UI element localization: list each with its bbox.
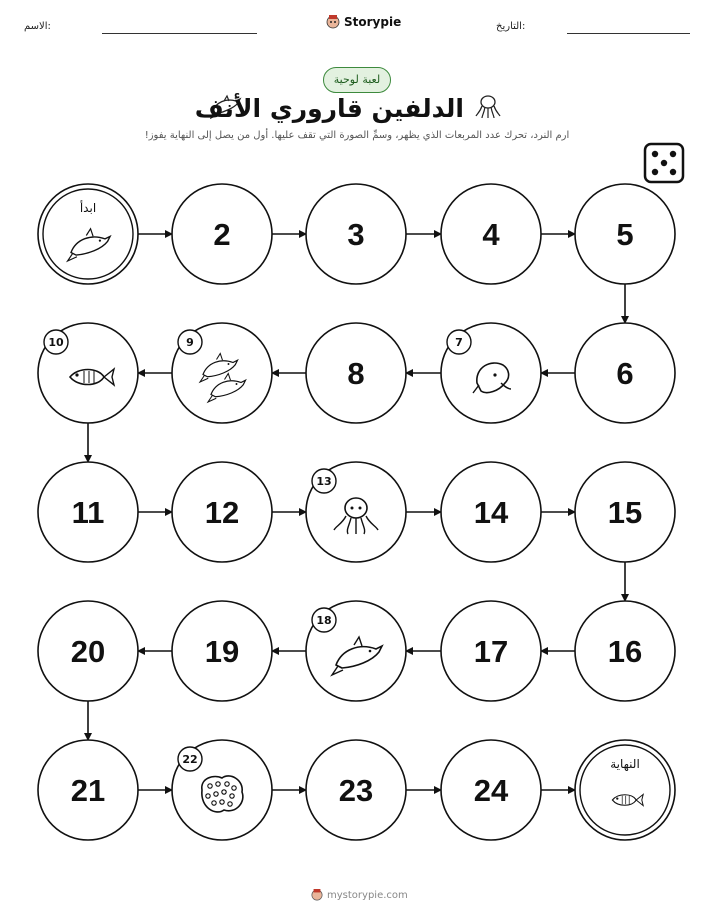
board-cell-21[interactable] <box>38 740 138 840</box>
cell-number-badge <box>447 330 471 354</box>
cell-number: 4 <box>482 217 500 252</box>
cell-number: 19 <box>204 634 240 669</box>
board-cell-24[interactable] <box>441 740 541 840</box>
page-title: الدلفين قاروري الأنف <box>194 94 464 123</box>
board-cell-19[interactable] <box>172 601 272 701</box>
cell-number: 3 <box>347 217 365 252</box>
board-cell-11[interactable] <box>38 462 138 562</box>
game-type-badge: لعبة لوحية <box>323 67 391 93</box>
cell-number: 20 <box>70 634 106 669</box>
board-cell-12[interactable] <box>172 462 272 562</box>
cell-number: 11 <box>71 495 105 530</box>
board-cell-14[interactable] <box>441 462 541 562</box>
board-cell-13[interactable] <box>306 462 406 562</box>
cell-number: 16 <box>607 634 643 669</box>
board-cell-2[interactable] <box>172 184 272 284</box>
cell-number: 14 <box>473 495 509 530</box>
cell-number-badge <box>44 330 68 354</box>
board-cell-4[interactable] <box>441 184 541 284</box>
end-label: النهاية <box>610 757 640 771</box>
cell-number: 24 <box>473 773 509 808</box>
cell-number-badge <box>312 608 336 632</box>
brand-name: Storypie <box>344 15 402 29</box>
cell-number: 7 <box>455 336 463 349</box>
board-cell-17[interactable] <box>441 601 541 701</box>
cell-number-badge <box>178 747 202 771</box>
board-cell-22[interactable] <box>172 740 272 840</box>
board-cell-23[interactable] <box>306 740 406 840</box>
cell-number: 15 <box>607 495 643 530</box>
cell-number: 21 <box>70 773 106 808</box>
cell-number: 9 <box>186 336 194 349</box>
board-cell-7[interactable] <box>441 323 541 423</box>
board-cell-5[interactable] <box>575 184 675 284</box>
board-cell-6[interactable] <box>575 323 675 423</box>
cell-number: 6 <box>616 356 634 391</box>
cell-number: 12 <box>204 495 240 530</box>
instructions: ارم النرد، تحرك عدد المربعات الذي يظهر، وسمِّ الصورة التي تقف عليها. أول من يصل إلى النهاية يفوز! <box>144 130 570 141</box>
cell-number: 13 <box>316 475 332 488</box>
board-cell-18[interactable] <box>306 601 406 701</box>
cell-number: 18 <box>316 614 332 627</box>
cell-number: 23 <box>338 773 374 808</box>
board-cell-20[interactable] <box>38 601 138 701</box>
cell-number-badge <box>178 330 202 354</box>
name-label: الاسم: <box>24 21 51 32</box>
cell-number: 17 <box>473 634 509 669</box>
board-cell-15[interactable] <box>575 462 675 562</box>
storypie-mascot-icon <box>311 888 323 902</box>
cell-number-badge <box>312 469 336 493</box>
start-label: ابدأ <box>79 201 97 215</box>
cell-number: 10 <box>48 336 64 349</box>
footer-url[interactable]: mystorypie.com <box>327 889 408 901</box>
date-label: التاريخ: <box>496 21 526 32</box>
board-cell-16[interactable] <box>575 601 675 701</box>
cell-number: 22 <box>182 753 198 766</box>
board-cell-9[interactable] <box>172 323 272 423</box>
board-cell-8[interactable] <box>306 323 406 423</box>
board-cell-3[interactable] <box>306 184 406 284</box>
board-cell-10[interactable] <box>38 323 138 423</box>
board-cell-25[interactable] <box>575 740 675 840</box>
footer <box>311 888 408 902</box>
board-cell-1[interactable] <box>38 184 138 284</box>
cell-number: 8 <box>347 356 365 391</box>
cell-number: 2 <box>213 217 231 252</box>
cell-number: 5 <box>616 217 634 252</box>
